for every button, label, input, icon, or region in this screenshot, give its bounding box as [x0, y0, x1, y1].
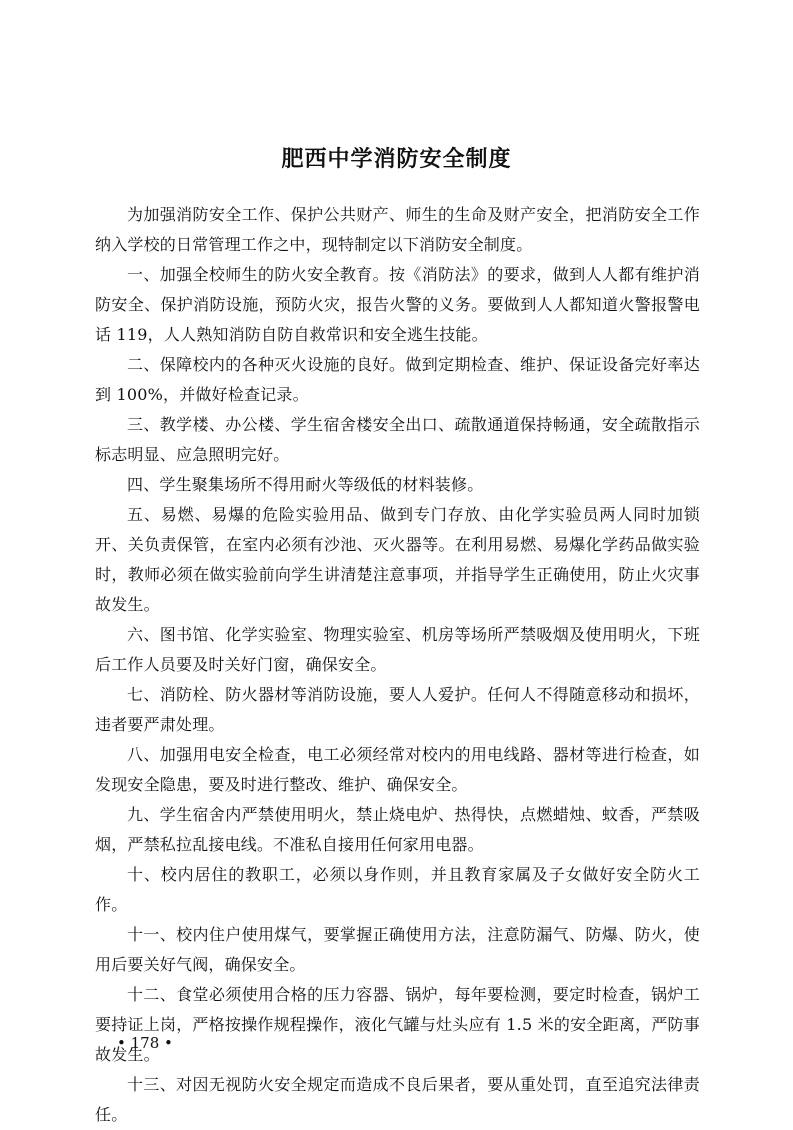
page-number: • 178 •	[117, 1034, 173, 1052]
rule-paragraph-7: 七、消防栓、防火器材等消防设施，要人人爱护。任何人不得随意移动和损坏，违者要严肃处理。	[95, 685, 700, 734]
rule-paragraph-2: 二、保障校内的各种灭火设施的良好。做到定期检查、维护、保证设备完好率达到 100%，并做好检查记录。	[95, 355, 700, 404]
rule-paragraph-10: 十、校内居住的教职工，必须以身作则，并且教育家属及子女做好安全防火工作。	[95, 865, 700, 914]
rule-paragraph-4: 四、学生聚集场所不得用耐火等级低的材料装修。	[127, 475, 484, 494]
intro-paragraph: 为加强消防安全工作、保护公共财产、师生的生命及财产安全，把消防安全工作纳入学校的日常管理工作之中，现特制定以下消防安全制度。	[95, 205, 700, 254]
rule-paragraph-11: 十一、校内住户使用煤气，要掌握正确使用方法，注意防漏气、防爆、防火，使用后要关好气阀，确保安全。	[95, 925, 700, 974]
rule-paragraph-5: 五、易燃、易爆的危险实验用品、做到专门存放、由化学实验员两人同时加锁开、关负责保管，在室内必须有沙池、灭火器等。在利用易燃、易爆化学药品做实验时，教师必须在做实验前向学生讲清楚注意事项，并指导学生正确使用，防止火灾事故发生。	[95, 505, 700, 614]
rule-paragraph-1: 一、加强全校师生的防火安全教育。按《消防法》的要求，做到人人都有维护消防安全、保护消防设施，预防火灾，报告火警的义务。要做到人人都知道火警报警电话 119，人人熟知消防自防自救常识和安全逃生技能。	[95, 265, 700, 344]
document-body	[95, 200, 700, 1130]
document-title: 肥西中学消防安全制度	[281, 147, 512, 172]
rule-paragraph-3: 三、教学楼、办公楼、学生宿舍楼安全出口、疏散通道保持畅通，安全疏散指示标志明显、应急照明完好。	[95, 415, 700, 464]
rule-paragraph-8: 八、加强用电安全检查，电工必须经常对校内的用电线路、器材等进行检查，如发现安全隐患，要及时进行整改、维护、确保安全。	[95, 745, 700, 794]
rule-paragraph-9: 九、学生宿舍内严禁使用明火，禁止烧电炉、热得快，点燃蜡烛、蚊香，严禁吸烟，严禁私拉乱接电线。不准私自接用任何家用电器。	[95, 805, 700, 854]
rule-paragraph-6: 六、图书馆、化学实验室、物理实验室、机房等场所严禁吸烟及使用明火，下班后工作人员要及时关好门窗，确保安全。	[95, 625, 700, 674]
rule-paragraph-12: 十二、食堂必须使用合格的压力容器、锅炉，每年要检测，要定时检查，锅炉工要持证上岗，严格按操作规程操作，液化气罐与灶头应有 1.5 米的安全距离，严防事故发生。	[95, 985, 700, 1064]
rule-paragraph-13: 十三、对因无视防火安全规定而造成不良后果者，要从重处罚，直至追究法律责任。	[95, 1075, 700, 1124]
